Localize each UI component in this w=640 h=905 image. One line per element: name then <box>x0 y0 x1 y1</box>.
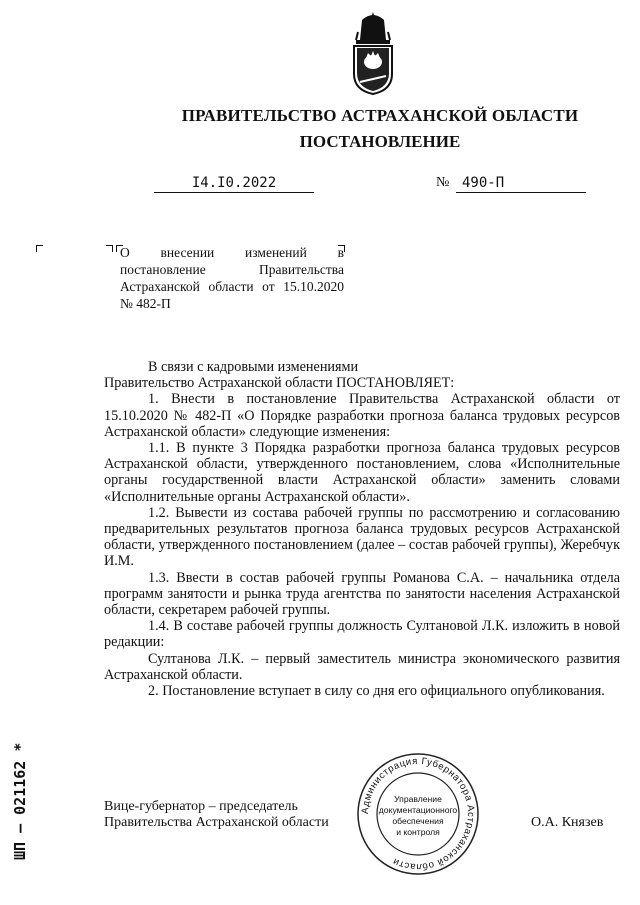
official-stamp <box>356 752 480 876</box>
signatory-name: О.А. Князев <box>531 815 604 830</box>
stamp-center-text: документационного <box>378 805 458 815</box>
corner-mark <box>106 245 113 252</box>
signatory-position-line: Вице-губернатор – председатель <box>104 799 298 814</box>
document-subject: О внесении изменений в постановление Правительства Астраханской области от 15.10.2020 № 482-П <box>120 245 344 311</box>
stamp-center-text: и контроля <box>396 827 440 837</box>
stamp-center-text: Управление <box>394 794 442 804</box>
corner-mark <box>36 245 43 252</box>
document-date: I4.I0.2022 <box>154 175 314 193</box>
number-label: № <box>436 175 450 190</box>
form-serial-text: ШП – 021162 * <box>11 742 29 860</box>
signatory-position <box>104 799 329 831</box>
body-paragraph: 1.4. В составе рабочей группы должность Султановой Л.К. изложить в новой редакции: <box>104 618 620 651</box>
document-number: 490-П <box>456 175 586 193</box>
body-paragraph: Султанова Л.К. – первый заместитель министра экономического развития Астраханской области. <box>104 650 620 683</box>
stamp-ring-text: Администрация Губернатора Астраханской области <box>359 755 477 873</box>
document-type-title: ПОСТАНОВЛЕНИЕ <box>299 132 461 151</box>
body-paragraph: 1. Внести в постановление Правительства Астраханской области от 15.10.2020 № 482-П «О Порядке разработки прогноза баланса трудовых ресурсов Астраханской области» следующие изменения: <box>104 391 620 440</box>
body-paragraph: Правительство Астраханской области ПОСТАНОВЛЯЕТ: <box>104 375 455 392</box>
body-paragraph: 2. Постановление вступает в силу со дня его официального опубликования. <box>148 683 605 700</box>
stamp-center-text: обеспечения <box>392 816 444 826</box>
government-title: ПРАВИТЕЛЬСТВО АСТРАХАНСКОЙ ОБЛАСТИ <box>181 106 579 125</box>
form-serial-code <box>6 702 30 862</box>
body-paragraph: 1.2. Вывести из состава рабочей группы по рассмотрению и согласованию предварительных результатов прогноза баланса трудовых ресурсов Астраханской области, утвержденного постановлением (далее – состав рабочей группы), Жеребчук И.М. <box>104 504 620 570</box>
body-paragraph: В связи с кадровыми изменениями <box>148 359 359 375</box>
document-body <box>104 359 620 699</box>
signatory-position-line: Правительства Астраханской области <box>104 815 329 830</box>
body-paragraph: 1.3. Ввести в состав рабочей группы Романова С.А. – начальника отдела программ занятости и рынка труда агентства по занятости населения Астраханской области, секретарем рабочей группы. <box>104 569 620 619</box>
body-paragraph: 1.1. В пункте 3 Порядка разработки прогноза баланса трудовых ресурсов Астраханской области, утвержденного постановлением, слова «Исполнительные органы государственной власти Астраханской области» заменить словами «Исполнительные органы Астраханской области». <box>104 440 620 505</box>
coat-of-arms-emblem <box>344 10 402 96</box>
